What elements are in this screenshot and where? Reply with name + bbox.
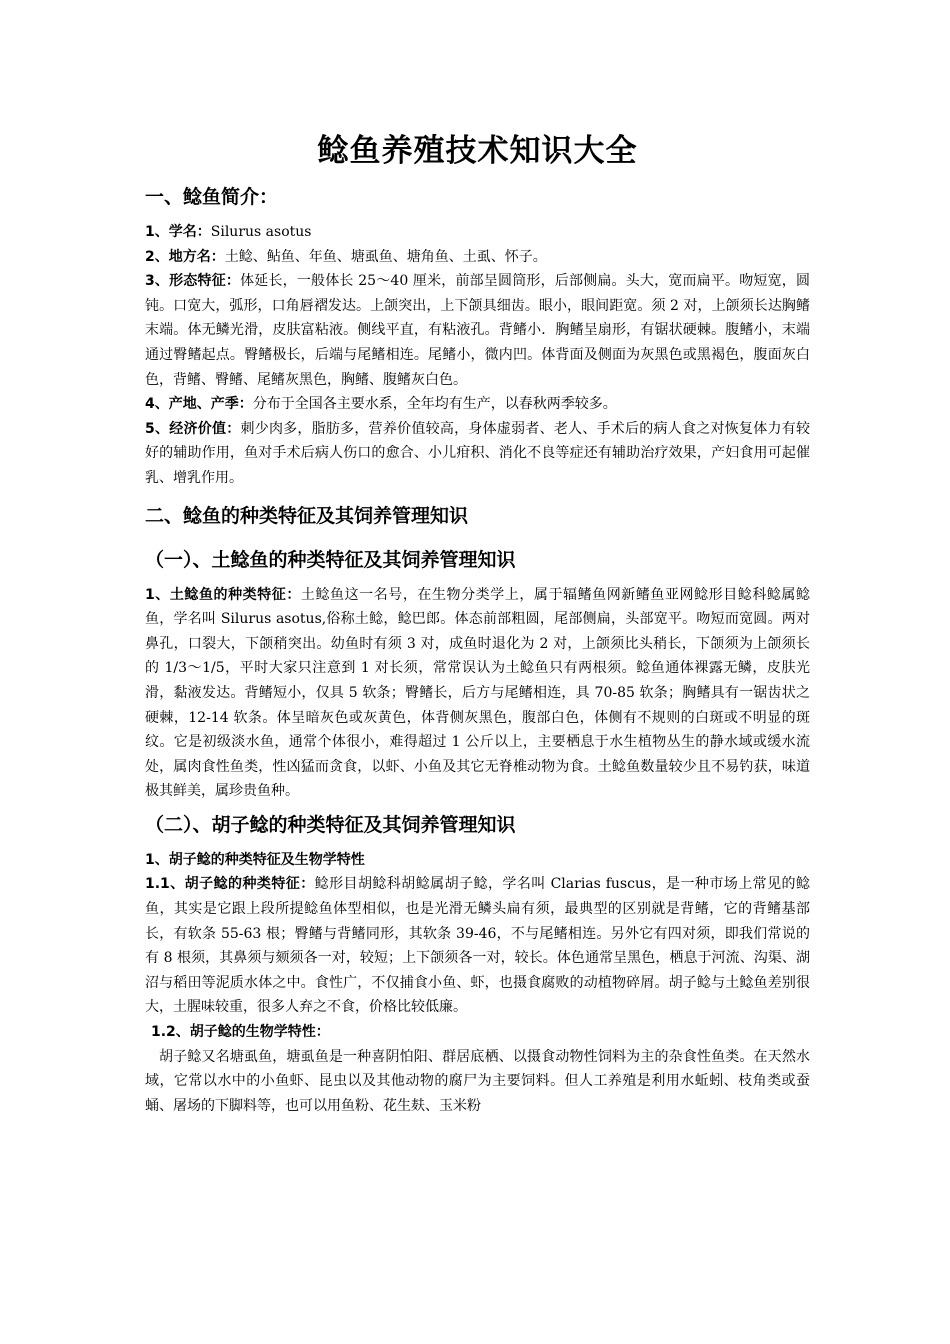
list-item [145, 245, 810, 270]
list-item [145, 392, 810, 417]
document-title: 鲶鱼养殖技术知识大全 [317, 133, 638, 169]
paragraph-huzinian-species [145, 872, 810, 1020]
item-label: 3、形态特征： [145, 273, 241, 290]
paragraph-tunian [145, 583, 810, 804]
item-label: 5、经济价值： [145, 420, 241, 437]
section-heading-species: 二、鲶鱼的种类特征及其饲养管理知识 [145, 504, 469, 527]
item-label: 2、地方名： [145, 248, 225, 265]
item-text: 鲶形目胡鲶科胡鲶属胡子鲶，学名叫 Clarias fuscus，是一种市场上常见的鲶鱼，其实是它跟上段所提鲶鱼体型相似，也是光滑无鳞头扁有须，最典型的区别就是背鳍，它的背鳍基部长，有软条 55-63 根；臀鳍与背鳍同形，其软条 39-46，不与尾鳍相连。另外它有四对须，即我们常说的有 8 根须，其鼻须与颏须各一对，较短；上下颌须各一对，较长。体色通常呈黑色，栖息于河流、沟渠、湖沼与稻田等泥质水体之中。食性广，不仅捕食小鱼、虾，也摄食腐败的动植物碎屑。胡子鲶与土鲶鱼差别很大，土腥味较重，很多人弃之不食，价格比较低廉。 [145, 876, 810, 1016]
item-text: Silurus asotus [210, 224, 312, 240]
item-text: 体延长，一般体长 25～40 厘米，前部呈圆筒形，后部侧扁。头大，宽而扁平。吻短宽，圆钝。口宽大，弧形，口角唇褶发达。上颌突出，上下颌具细齿。眼小，眼间距宽。须 2 对，上颌须长达胸鳍末端。体无鳞光滑，皮肤富粘液。侧线平直，有粘液孔。背鳍小．胸鳍呈扇形，有锯状硬棘。腹鳍小，末端通过臀鳍起点。臀鳍极长，后端与尾鳍相连。尾鳍小，微内凹。体背面及侧面为灰黑色或黑褐色，腹面灰白色，背鳍、臀鳍、尾鳍灰黑色，胸鳍、腹鳍灰白色。 [145, 273, 810, 388]
item-label: 1.1、胡子鲶的种类特征： [145, 876, 315, 893]
item-text: 土鲶、鲇鱼、年鱼、塘虱鱼、塘角鱼、土虱、怀子。 [224, 248, 547, 265]
paragraph-huzinian-biology: 胡子鲶又名塘虱鱼，塘虱鱼是一种喜阴怕阳、群居底栖、以摄食动物性饲料为主的杂食性鱼类。在天然水域，它常以水中的小鱼虾、昆虫以及其他动物的腐尸为主要饲料。但人工养殖是利用水蚯蚓、枝角类或蚕蛹、屠场的下脚料等，也可以用鱼粉、花生麸、玉米粉 [145, 1048, 810, 1114]
section-heading-intro: 一、鲶鱼简介： [145, 186, 279, 208]
document-page [145, 128, 810, 1118]
subsection-heading-huzinian: （二）、胡子鲶的种类特征及其饲养管理知识 [145, 813, 516, 836]
item-label: 1、土鲶鱼的种类特征： [145, 586, 301, 603]
item-text: 分布于全国各主要水系，全年均有生产，以春秋两季较多。 [252, 396, 617, 413]
sub-heading-huzinian-biology: 1.2、胡子鲶的生物学特性： [151, 1024, 330, 1041]
list-item [145, 417, 810, 491]
sub-heading-huzinian-traits: 1、胡子鲶的种类特征及生物学特性 [145, 851, 365, 868]
item-text: 刺少肉多，脂肪多，营养价值较高，身体虚弱者、老人、手术后的病人食之对恢复体力有较好的辅助作用，鱼对手术后病人伤口的愈合、小儿疳积、消化不良等症还有辅助治疗效果，产妇食用可起催乳、增乳作用。 [145, 420, 810, 486]
item-label: 1、学名： [145, 224, 211, 240]
item-text: 土鲶鱼这一名号，在生物分类学上，属于辐鳍鱼网新鳍鱼亚网鲶形目鲶科鲶属鲶鱼，学名叫 Silurus asotus,俗称土鲶，鲶巴郎。体态前部粗圆，尾部侧扁，头部宽平。吻短而宽圆。两对鼻孔，口裂大，下颌稍突出。幼鱼时有须 3 对，成鱼时退化为 2 对，上颌须比头稍长，下颌须为上颌须长的 1/3～1/5，平时大家只注意到 1 对长须，常常误认为土鲶鱼只有两根须。鲶鱼通体裸露无鳞，皮肤光滑，黏液发达。背鳍短小，仅具 5 软条；臀鳍长，后方与尾鳍相连，具 70-85 软条；胸鳍具有一锯齿状之硬棘，12-14 软条。体呈暗灰色或灰黄色，体背侧灰黑色，腹部白色，体侧有不规则的白斑或不明显的斑纹。它是初级淡水鱼，通常个体很小，难得超过 1 公斤以上，主要栖息于水生植物丛生的静水域或缓水流处，属肉食性鱼类，性凶猛而贪食，以虾、小鱼及其它无脊椎动物为食。土鲶鱼数量较少且不易钓获，味道极其鲜美，属珍贵鱼种。 [145, 586, 810, 800]
item-label: 4、产地、产季： [145, 396, 253, 413]
list-item [145, 269, 810, 392]
list-item [145, 220, 810, 245]
subsection-heading-tunian: （一）、土鲶鱼的种类特征及其饲养管理知识 [145, 548, 516, 571]
